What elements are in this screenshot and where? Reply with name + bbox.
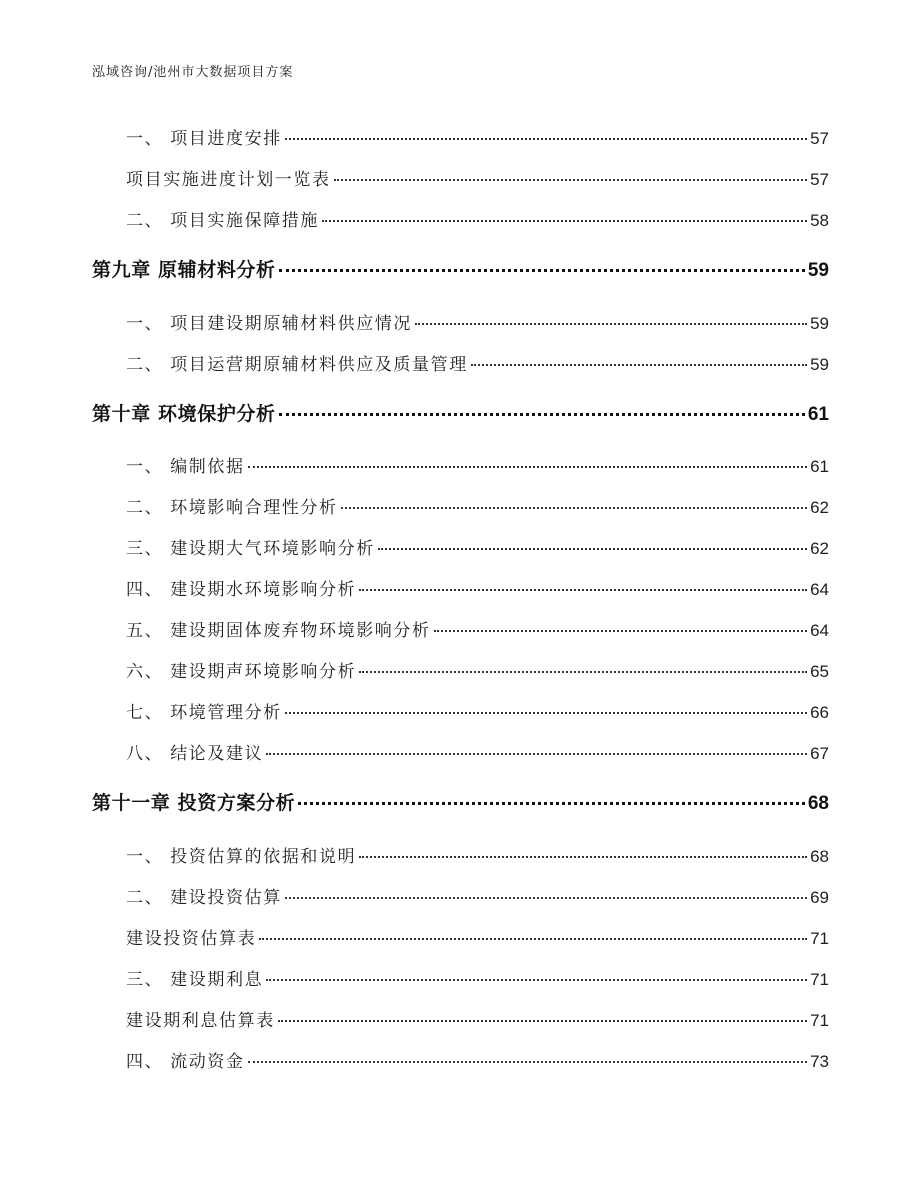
toc-leader-dots: [266, 979, 807, 981]
toc-entry-page: 62: [810, 498, 829, 517]
toc-entry[interactable]: [126, 575, 829, 600]
toc-leader-dots: [248, 466, 807, 468]
toc-leader-dots: [248, 1061, 807, 1063]
toc-entry-page: 71: [810, 929, 829, 948]
toc-chapter-page: 59: [807, 260, 829, 281]
toc-entry-page: 62: [810, 539, 829, 558]
toc-entry[interactable]: [126, 165, 829, 190]
toc-entry-title: 一、 项目进度安排: [126, 129, 282, 149]
toc-entry-title: 二、 建设投资估算: [126, 888, 282, 908]
toc-entry-title: 八、 结论及建议: [126, 744, 264, 764]
toc-leader-dots: [278, 1020, 807, 1022]
toc-entry-title: 一、 项目建设期原辅材料供应情况: [126, 314, 413, 334]
toc-leader-dots: [259, 938, 807, 940]
toc-entry[interactable]: [126, 124, 829, 149]
toc-leader-dots: [285, 138, 807, 140]
toc-entry-page: 57: [810, 170, 829, 189]
toc-entry[interactable]: [126, 309, 829, 334]
toc-leader-dots: [279, 269, 805, 272]
toc-leader-dots: [334, 179, 807, 181]
toc-entry-title: 四、 流动资金: [126, 1052, 245, 1072]
toc-leader-dots: [378, 548, 807, 550]
toc-entry-page: 61: [810, 457, 829, 476]
toc-entry-page: 64: [810, 580, 829, 599]
toc-entry-title: 四、 建设期水环境影响分析: [126, 580, 357, 600]
toc-leader-dots: [359, 671, 807, 673]
toc-entry[interactable]: [126, 739, 829, 764]
toc-entry-title: 项目实施进度计划一览表: [126, 170, 331, 190]
toc-entry-page: 71: [810, 1011, 829, 1030]
toc-entry[interactable]: [126, 1047, 829, 1072]
toc-entry[interactable]: [126, 616, 829, 641]
toc-entry[interactable]: [126, 350, 829, 375]
toc-entry-page: 68: [810, 847, 829, 866]
toc-entry-page: 65: [810, 662, 829, 681]
toc-leader-dots: [266, 753, 807, 755]
toc-entry[interactable]: [126, 657, 829, 682]
toc-entry-title: 建设投资估算表: [126, 929, 257, 949]
toc-leader-dots: [322, 220, 807, 222]
toc-chapter-page: 61: [807, 404, 829, 425]
toc-leader-dots: [434, 630, 807, 632]
toc-entry-title: 一、 投资估算的依据和说明: [126, 847, 357, 867]
toc-entry[interactable]: [126, 534, 829, 559]
toc-entry-page: 59: [810, 355, 829, 374]
toc-entry-title: 五、 建设期固体废弃物环境影响分析: [126, 621, 431, 641]
toc-entry-page: 67: [810, 744, 829, 763]
toc-entry-page: 69: [810, 888, 829, 907]
toc-entry-page: 66: [810, 703, 829, 722]
toc-entry[interactable]: [126, 883, 829, 908]
toc-leader-dots: [341, 507, 807, 509]
toc-entry[interactable]: [126, 206, 829, 231]
toc-chapter-entry[interactable]: [92, 788, 829, 815]
toc-entry[interactable]: [126, 493, 829, 518]
toc-leader-dots: [298, 802, 805, 805]
toc-chapter-title: 第九章 原辅材料分析: [92, 259, 276, 281]
toc-chapter-title: 第十一章 投资方案分析: [92, 792, 296, 814]
toc-entry-title: 二、 项目实施保障措施: [126, 211, 320, 231]
toc-entry[interactable]: [126, 842, 829, 867]
toc-entry-title: 二、 项目运营期原辅材料供应及质量管理: [126, 355, 468, 375]
toc-entry[interactable]: [126, 965, 829, 990]
toc-entry[interactable]: [126, 924, 829, 949]
page-header: 泓域咨询/池州市大数据项目方案: [92, 65, 294, 80]
toc-entry-title: 六、 建设期声环境影响分析: [126, 662, 357, 682]
toc-leader-dots: [359, 856, 807, 858]
toc-entry-page: 58: [810, 211, 829, 230]
toc-leader-dots: [415, 323, 807, 325]
toc-leader-dots: [279, 413, 805, 416]
toc-leader-dots: [471, 364, 807, 366]
toc-entry-page: 57: [810, 129, 829, 148]
toc-entry-page: 71: [810, 970, 829, 989]
toc-leader-dots: [285, 712, 807, 714]
toc-leader-dots: [285, 897, 807, 899]
toc-entry-page: 64: [810, 621, 829, 640]
toc-entry-title: 一、 编制依据: [126, 457, 245, 477]
toc-entry-page: 59: [810, 314, 829, 333]
toc-entry-title: 建设期利息估算表: [126, 1011, 275, 1031]
toc-entry[interactable]: [126, 1006, 829, 1031]
toc-entry-page: 73: [810, 1052, 829, 1071]
toc-entry-title: 三、 建设期大气环境影响分析: [126, 539, 375, 559]
toc-chapter-entry[interactable]: [92, 255, 829, 282]
toc-leader-dots: [359, 589, 807, 591]
toc-entry-title: 七、 环境管理分析: [126, 703, 282, 723]
toc-chapter-page: 68: [807, 793, 829, 814]
toc-chapter-entry[interactable]: [92, 399, 829, 426]
toc-chapter-title: 第十章 环境保护分析: [92, 403, 276, 425]
toc-entry[interactable]: [126, 452, 829, 477]
toc-entry-title: 二、 环境影响合理性分析: [126, 498, 338, 518]
toc-entry-title: 三、 建设期利息: [126, 970, 264, 990]
toc-entry[interactable]: [126, 698, 829, 723]
